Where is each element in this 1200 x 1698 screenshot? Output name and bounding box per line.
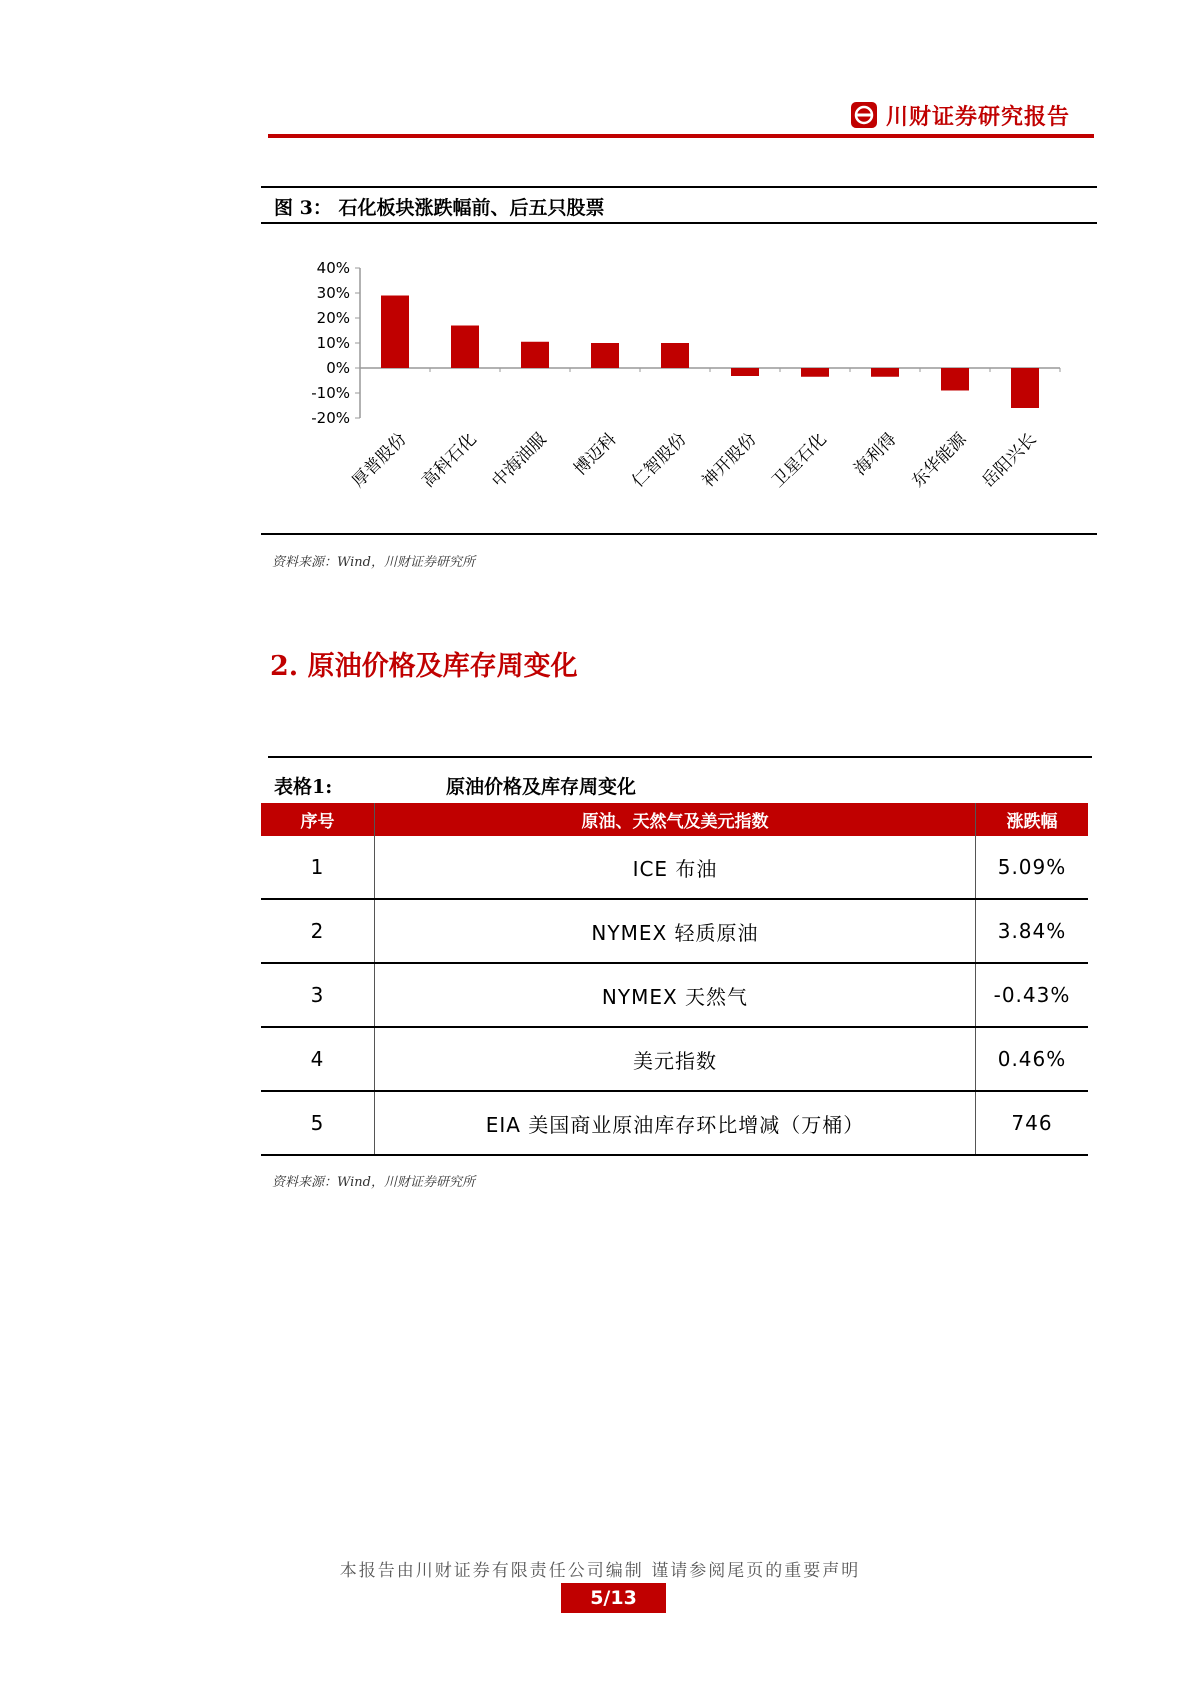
row-index: 5: [261, 1091, 375, 1155]
bar-1: [381, 296, 409, 369]
row-change: 746: [976, 1091, 1089, 1155]
row-index: 4: [261, 1027, 375, 1091]
table-caption: 原油价格及库存周变化: [446, 776, 637, 798]
table-source: 资料来源：Wind，川财证券研究所: [272, 1175, 475, 1190]
data-table: [261, 803, 1088, 1156]
brand-header: [850, 98, 1070, 132]
brand-name: 川财证券研究报告: [886, 103, 1071, 130]
y-tick-label: 0%: [326, 359, 350, 377]
x-tick-label: 高科石化: [418, 429, 481, 492]
row-change: -0.43%: [976, 963, 1089, 1027]
bar-chart: [290, 248, 1080, 528]
y-tick-label: -10%: [311, 384, 350, 402]
x-tick-label: 海利得: [850, 429, 901, 480]
header-divider: [268, 134, 1094, 138]
bar-3: [521, 342, 549, 368]
x-tick-label: 卫星石化: [768, 429, 831, 492]
row-indicator: EIA 美国商业原油库存环比增减（万桶）: [375, 1091, 976, 1155]
brand-logo-icon: [850, 101, 878, 129]
table-row: [261, 1091, 1088, 1155]
figure-title-rule: [261, 222, 1097, 224]
row-change: 3.84%: [976, 899, 1089, 963]
figure-bottom-rule: [261, 533, 1097, 535]
x-tick-label: 东华能源: [908, 429, 971, 492]
chart-bars: [381, 296, 1039, 409]
bar-7: [801, 368, 829, 377]
table-row: [261, 899, 1088, 963]
y-tick-label: 10%: [316, 334, 350, 352]
y-tick-label: 40%: [316, 259, 350, 277]
table-label: 表格1:: [274, 776, 333, 798]
header-indicator: 原油、天然气及美元指数: [375, 803, 976, 836]
x-tick-label: 仁智股份: [628, 429, 691, 492]
bar-4: [591, 343, 619, 368]
table-top-rule: [268, 756, 1092, 758]
bar-5: [661, 343, 689, 368]
row-indicator: ICE 布油: [375, 836, 976, 899]
page-number: 5/13: [561, 1583, 666, 1613]
figure-source: 资料来源：Wind，川财证券研究所: [272, 555, 475, 570]
bar-6: [731, 368, 759, 376]
section-title: 2. 原油价格及库存周变化: [270, 651, 578, 682]
figure-title: 图 3： 石化板块涨跌幅前、后五只股票: [274, 197, 605, 219]
y-tick-label: 20%: [316, 309, 350, 327]
row-change: 5.09%: [976, 836, 1089, 899]
bar-8: [871, 368, 899, 377]
x-tick-label: 厚普股份: [348, 429, 411, 492]
y-tick-label: 30%: [316, 284, 350, 302]
x-tick-label: 中海油服: [488, 429, 551, 492]
table-header-row: [261, 803, 1088, 836]
header-index: 序号: [261, 803, 375, 836]
chart-labels: [311, 259, 1040, 492]
figure-top-rule: [261, 186, 1097, 188]
x-tick-label: 博迈科: [570, 429, 621, 480]
table-row: [261, 836, 1088, 899]
row-index: 2: [261, 899, 375, 963]
footer-disclaimer: 本报告由川财证券有限责任公司编制 谨请参阅尾页的重要声明: [339, 1561, 861, 1581]
row-index: 1: [261, 836, 375, 899]
table-row: [261, 963, 1088, 1027]
bar-2: [451, 326, 479, 369]
row-indicator: NYMEX 轻质原油: [375, 899, 976, 963]
x-tick-label: 岳阳兴长: [978, 429, 1041, 492]
bar-10: [1011, 368, 1039, 408]
row-indicator: NYMEX 天然气: [375, 963, 976, 1027]
row-indicator: 美元指数: [375, 1027, 976, 1091]
table-row: [261, 1027, 1088, 1091]
row-index: 3: [261, 963, 375, 1027]
header-change: 涨跌幅: [976, 803, 1089, 836]
x-tick-label: 神开股份: [698, 429, 761, 492]
y-tick-label: -20%: [311, 409, 350, 427]
row-change: 0.46%: [976, 1027, 1089, 1091]
bar-9: [941, 368, 969, 391]
